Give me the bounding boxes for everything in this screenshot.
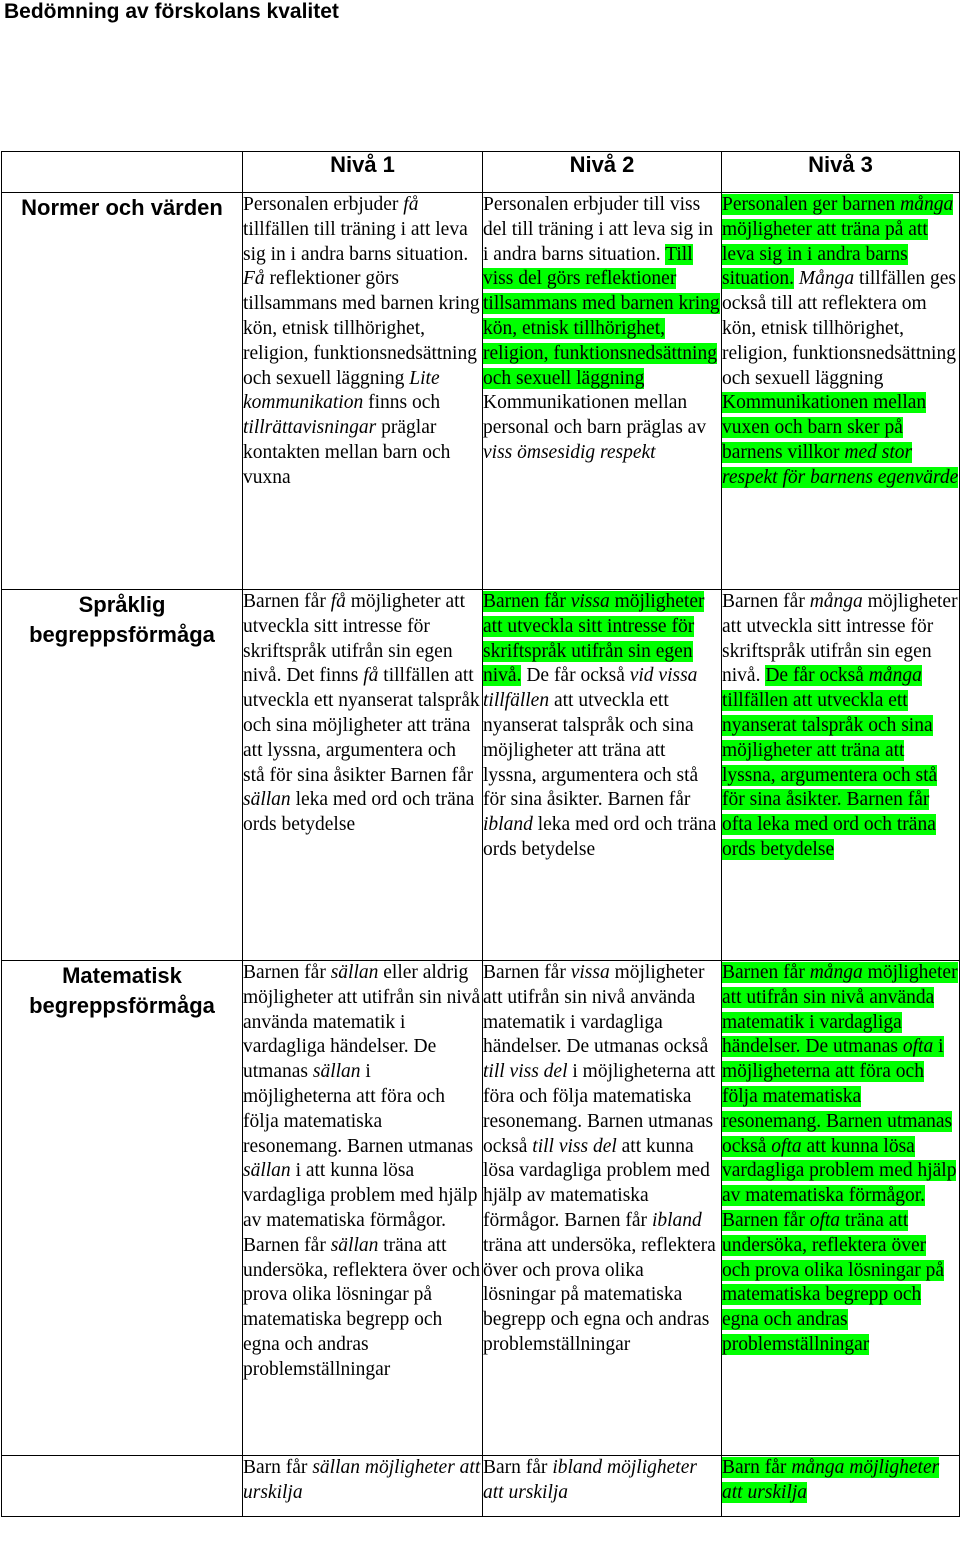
cell-level-3 xyxy=(722,1456,960,1517)
table-row xyxy=(2,590,960,961)
cell-text: till viss del xyxy=(483,1061,568,1083)
page-title: Bedömning av förskolans kvalitet xyxy=(4,0,339,23)
highlighted-text: möjligheter att utifrån sin nivå använda matematik i vardagliga händelser. De utmanas xyxy=(722,962,958,1058)
level-header-row xyxy=(2,152,960,193)
level-3-header: Nivå 3 xyxy=(722,152,960,193)
cell-text: möjligheter att urskilja xyxy=(243,1457,481,1503)
level-2-header: Nivå 2 xyxy=(483,152,722,193)
cell-text: präglar kontakten mellan barn och vuxna xyxy=(243,417,451,488)
table-row xyxy=(2,193,960,590)
cell-text: Få xyxy=(243,268,265,290)
cell-text: leka med ord och träna ords betydelse xyxy=(243,789,475,836)
cell-text: till viss del xyxy=(532,1135,617,1157)
table-row xyxy=(2,1456,960,1517)
cell-text: Lite kommunikation xyxy=(243,367,440,414)
highlighted-text: De får också xyxy=(765,665,869,687)
cell-text: Barnen får xyxy=(243,591,331,612)
highlighted-text: Barnen får xyxy=(722,962,810,983)
cell-text: Barn får xyxy=(483,1457,553,1478)
cell-text: vissa xyxy=(570,962,610,983)
cell-text: Personalen erbjuder xyxy=(243,194,404,215)
highlighted-text: tillfällen att utveckla ett nyanserat talspråk och sina möjligheter att träna att lyssna, argumentera och stå för sina åsikter. Barnen får ofta leka med ord och träna ords betydelse xyxy=(722,690,938,860)
highlighted-text: med stor respekt för barnens egenvärde xyxy=(722,441,959,488)
cell-level-2 xyxy=(483,193,722,590)
cell-text: reflektioner görs tillsammans med barnen kring kön, etnisk tillhörighet, religion, funktionsnedsättning och sexuell läggning xyxy=(243,268,480,389)
highlighted-text: möjligheter att utveckla sitt intresse för skriftspråk utifrån sin egen nivå. xyxy=(483,591,705,687)
highlighted-text: många xyxy=(809,962,863,983)
highlighted-text: många xyxy=(791,1457,845,1478)
cell-level-2 xyxy=(483,590,722,961)
cell-text: ibland xyxy=(483,814,533,836)
highlighted-text: många xyxy=(900,194,954,215)
cell-level-3 xyxy=(722,961,960,1456)
cell-text: möjligheter att urskilja xyxy=(483,1457,697,1503)
cell-level-2 xyxy=(483,1456,722,1517)
cell-text: få xyxy=(403,194,419,215)
cell-text: träna att undersöka, reflektera över och prova olika lösningar på matematiska begrepp och egna och andras problemställningar xyxy=(243,1234,481,1380)
highlighted-text: Till viss del görs reflektioner tillsammans med barnen kring kön, etnisk tillhörighet, religion, funktionsnedsättning och sexuell läggning xyxy=(483,243,720,389)
cell-text: tillfällen att utveckla ett nyanserat talspråk och sina möjligheter att träna att lyssna, argumentera och stå för sina åsikter Barnen får xyxy=(243,665,480,786)
cell-text: tillfällen till träning i att leva sig in i andra barns situation. xyxy=(243,218,469,265)
highlighted-text: Kommunikationen mellan vuxen och barn sker på barnens villkor xyxy=(722,392,927,463)
cell-text: Personalen erbjuder till viss del till träning i att leva sig in i andra barns situation. xyxy=(483,194,714,265)
corner-cell xyxy=(2,152,243,193)
cell-text: sällan xyxy=(243,789,291,811)
cell-text: vid vissa tillfällen xyxy=(483,665,698,712)
cell-text: sällan xyxy=(330,1234,379,1256)
cell-text: Kommunikationen mellan personal och barn präglas av xyxy=(483,392,707,439)
cell-text: att kunna lösa vardagliga problem med hjälp av matematiska förmågor. Barnen får xyxy=(483,1135,710,1231)
cell-text: få xyxy=(363,665,379,687)
highlighted-text: många xyxy=(868,665,922,687)
row-label-norms-values: Normer och värden xyxy=(2,193,243,590)
cell-text: leka med ord och träna ords betydelse xyxy=(483,814,717,860)
level-1-header: Nivå 1 xyxy=(243,152,483,193)
highlighted-text: möjligheter att träna på att leva sig in i andra barns situation. xyxy=(722,218,928,290)
cell-text: Barnen får xyxy=(243,962,331,983)
cell-text: i möjligheterna att föra och följa matematiska resonemang. Barnen utmanas xyxy=(243,1061,474,1157)
row-label-language-ability: Språklig begreppsförmåga xyxy=(2,590,243,961)
cell-text: viss ömsesidig respekt xyxy=(483,441,656,463)
cell-text: tillfällen ges också till att reflektera om kön, etnisk tillhörighet, religion, funktionsnedsättning och sexuell läggning xyxy=(722,268,956,389)
cell-text: i att kunna lösa vardagliga problem med hjälp av matematiska förmågor. Barnen får xyxy=(243,1160,478,1256)
highlighted-text: Barn får xyxy=(722,1457,792,1478)
highlighted-text: i möjligheterna att föra och följa matematiska resonemang. Barnen utmanas också xyxy=(722,1036,953,1157)
highlighted-text: ofta xyxy=(902,1036,934,1058)
cell-text: Barnen får xyxy=(483,962,571,983)
cell-level-1 xyxy=(243,193,483,590)
cell-level-1 xyxy=(243,1456,483,1517)
cell-level-2 xyxy=(483,961,722,1456)
cell-text: möjligheter att utveckla sitt intresse för skriftspråk utifrån sin egen nivå. Det finns xyxy=(243,591,466,687)
highlighted-text: ofta xyxy=(771,1135,802,1157)
cell-text: sällan xyxy=(330,962,379,983)
cell-text: ibland xyxy=(552,1457,603,1478)
cell-text: De får också xyxy=(521,665,630,687)
cell-level-3 xyxy=(722,590,960,961)
cell-level-3 xyxy=(722,193,960,590)
row-label-math-ability: Matematisk begreppsförmåga xyxy=(2,961,243,1456)
highlighted-text: möjligheter att urskilja xyxy=(722,1457,940,1503)
cell-text: att utveckla ett nyanserat talspråk och sina möjligheter att träna att lyssna, argumentera och stå för sina åsikter. Barnen får xyxy=(483,690,699,811)
cell-text: Barnen får xyxy=(722,591,810,612)
cell-text: sällan xyxy=(312,1061,361,1083)
cell-text: eller aldrig möjligheter att utifrån sin nivå använda matematik i vardagliga händelser. De utmanas xyxy=(243,962,481,1083)
cell-text: tillrättavisningar xyxy=(243,417,377,439)
cell-text: Många xyxy=(798,268,855,290)
cell-text: ibland xyxy=(651,1209,702,1231)
highlighted-text: ofta xyxy=(809,1209,841,1231)
cell-text: Barn får xyxy=(243,1457,313,1478)
cell-text: många xyxy=(809,591,863,612)
highlighted-text: Barnen får xyxy=(483,591,571,612)
row-label-empty xyxy=(2,1456,243,1517)
cell-text: sällan xyxy=(243,1160,291,1182)
cell-text: möjligheter att utveckla sitt intresse för skriftspråk utifrån sin egen nivå. xyxy=(722,591,958,687)
cell-level-1 xyxy=(243,961,483,1456)
quality-rubric-table xyxy=(1,151,960,1517)
cell-text: få xyxy=(330,591,346,612)
table-row xyxy=(2,961,960,1456)
cell-text: träna att undersöka, reflektera över och prova olika lösningar på matematiska begrepp och egna och andras problemställningar xyxy=(483,1234,716,1355)
cell-text: möjligheter att utifrån sin nivå använda matematik i vardagliga händelser. De utmanas också xyxy=(483,962,709,1058)
highlighted-text: att kunna lösa vardagliga problem med hjälp av matematiska förmågor. Barnen får xyxy=(722,1135,957,1231)
cell-level-1 xyxy=(243,590,483,961)
highlighted-text: Personalen ger barnen xyxy=(722,194,901,215)
cell-text: finns och xyxy=(363,392,441,414)
highlighted-text: vissa xyxy=(570,591,610,612)
highlighted-text: träna att undersöka, reflektera över och prova olika lösningar på matematiska begrepp och egna och andras problemställningar xyxy=(722,1209,945,1355)
cell-text: sällan xyxy=(312,1457,360,1478)
cell-text: i möjligheterna att föra och följa matematiska resonemang. Barnen utmanas också xyxy=(483,1061,716,1157)
